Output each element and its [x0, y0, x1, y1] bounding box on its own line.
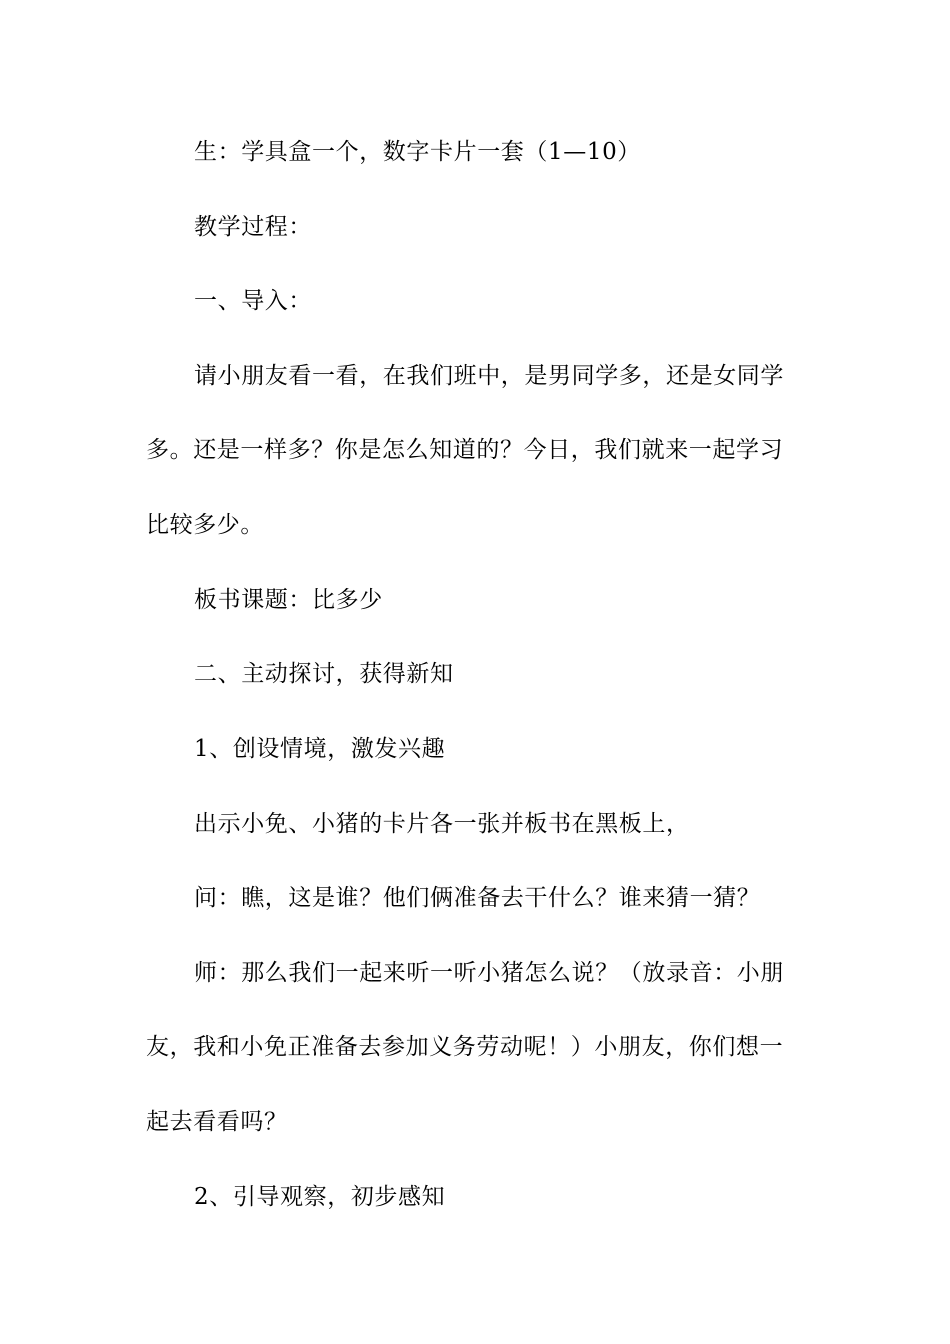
question-line: 问：瞧，这是谁？他们俩准备去干什么？谁来猜一猜？: [194, 885, 761, 911]
intro-paragraph-line-1: 请小朋友看一看，在我们班中，是男同学多，还是女同学: [194, 363, 784, 389]
teaching-process-heading: 教学过程：: [194, 214, 312, 240]
step-two-heading: 2、引导观察，初步感知: [194, 1184, 446, 1210]
teacher-paragraph-line-3: 起去看看吗？: [146, 1109, 288, 1135]
teacher-paragraph-line-2: 友，我和小免正准备去参加义务劳动呢！）小朋友，你们想一: [146, 1034, 784, 1060]
section-one-heading: 一、导入：: [194, 288, 312, 314]
intro-paragraph-line-3: 比较多少。: [146, 512, 264, 538]
show-cards-line: 出示小免、小猪的卡片各一张并板书在黑板上，: [194, 811, 690, 837]
intro-paragraph-line-2: 多。还是一样多？你是怎么知道的？今日，我们就来一起学习: [146, 437, 784, 463]
step-one-heading: 1、创设情境，激发兴趣: [194, 736, 446, 762]
teacher-paragraph-line-1: 师：那么我们一起来听一听小猪怎么说？（放录音：小朋: [194, 960, 784, 986]
section-two-heading: 二、主动探讨，获得新知: [194, 661, 454, 687]
board-title-line: 板书课题：比多少: [194, 587, 383, 613]
materials-line: 生：学具盒一个，数字卡片一套（1—10）: [194, 139, 641, 165]
